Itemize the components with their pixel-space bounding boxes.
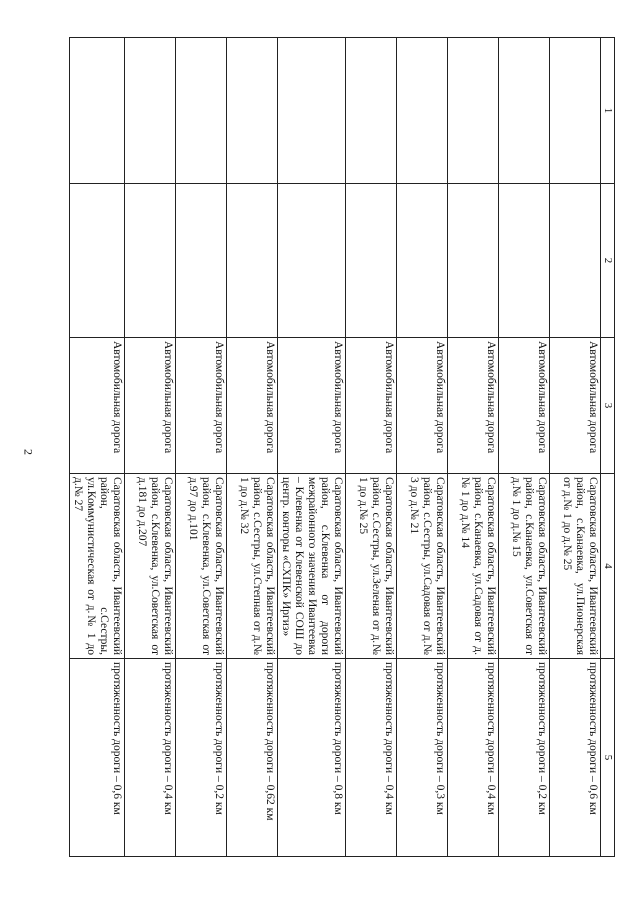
table-cell-c4: Саратовская область, Ивантеевский район, с.Канаевка, ул.Советская от д.№ 1 до д.№ 15 <box>499 474 550 659</box>
table-cell-c4: Саратовская область, Ивантеевский район, с.Клевенка, ул.Советская от д.181 до д.207 <box>125 474 176 659</box>
table-cell-c1 <box>448 38 499 184</box>
table-cell-c5: протяженность дороги – 0,4 км <box>448 659 499 857</box>
table-cell-c4: Саратовская область, Ивантеевский район, с.Сестры, ул.Зеленая от д.№ 1 до д.№ 25 <box>346 474 397 659</box>
table-cell-c2 <box>397 184 448 338</box>
table-cell-c5: протяженность дороги – 0,3 км <box>397 659 448 857</box>
table-cell-c2 <box>125 184 176 338</box>
table-cell-c3: Автомобильная дорога <box>70 338 125 474</box>
table-row <box>550 38 601 857</box>
table-row <box>346 38 397 857</box>
table-cell-c1 <box>550 38 601 184</box>
table-cell-c5: протяженность дороги – 0,4 км <box>346 659 397 857</box>
table-cell-c5: протяженность дороги – 0,4 км <box>125 659 176 857</box>
table-cell-c2 <box>550 184 601 338</box>
table-cell-c3: Автомобильная дорога <box>227 338 278 474</box>
table-header-cell: 5 <box>601 659 615 857</box>
road-list-table <box>69 37 615 857</box>
table-header-row <box>601 38 615 857</box>
table-cell-c2 <box>448 184 499 338</box>
table-cell-c5: протяженность дороги – 0,6 км <box>550 659 601 857</box>
table-row <box>70 38 125 857</box>
table-cell-c5: протяженность дороги – 0,62 км <box>227 659 278 857</box>
document-table-wrapper <box>72 37 615 856</box>
table-header-cell: 3 <box>601 338 615 474</box>
table-cell-c4: Саратовская область, Ивантеевский район, с.Сестры, ул.Степная от д.№ 1 до д.№ 32 <box>227 474 278 659</box>
table-cell-c3: Автомобильная дорога <box>397 338 448 474</box>
table-header-cell: 2 <box>601 184 615 338</box>
table-cell-c2 <box>227 184 278 338</box>
table-row <box>125 38 176 857</box>
table-cell-c4: Саратовская область, Ивантеевский район, с.Сестры, ул.Садовая от д.№ 3 до д.№ 21 <box>397 474 448 659</box>
table-cell-c3: Автомобильная дорога <box>346 338 397 474</box>
table-cell-c2 <box>278 184 346 338</box>
table-row <box>176 38 227 857</box>
table-cell-c3: Автомобильная дорога <box>550 338 601 474</box>
table-cell-c1 <box>397 38 448 184</box>
table-cell-c3: Автомобильная дорога <box>499 338 550 474</box>
table-cell-c5: протяженность дороги – 0,2 км <box>176 659 227 857</box>
table-row <box>448 38 499 857</box>
table-header-cell: 4 <box>601 474 615 659</box>
table-cell-c1 <box>278 38 346 184</box>
table-cell-c2 <box>346 184 397 338</box>
table-cell-c2 <box>70 184 125 338</box>
table-cell-c2 <box>499 184 550 338</box>
table-row <box>227 38 278 857</box>
page-number: 2 <box>21 449 36 455</box>
table-cell-c5: протяженность дороги – 0,6 км <box>70 659 125 857</box>
table-cell-c2 <box>176 184 227 338</box>
table-cell-c4: Саратовская область, Ивантеевский район, с.Клевенка, ул.Советская от д.97 до д.101 <box>176 474 227 659</box>
table-cell-c3: Автомобильная дорога <box>125 338 176 474</box>
table-cell-c4: Саратовская область, Ивантеевский район, с.Канаевка, ул.Пионерская от д.№ 1 до д.№ 25 <box>550 474 601 659</box>
table-cell-c1 <box>125 38 176 184</box>
table-cell-c4: Саратовская область, Ивантеевский район, с.Сестры, ул.Коммунистическая от д.№ 1 до д.№ 27 <box>70 474 125 659</box>
table-cell-c3: Автомобильная дорога <box>278 338 346 474</box>
table-cell-c4: Саратовская область, Ивантеевский район, с.Канаевка, ул.Садовая от д.№ 1 до д.№ 14 <box>448 474 499 659</box>
table-cell-c1 <box>499 38 550 184</box>
table-cell-c5: протяженность дороги – 0,8 км <box>278 659 346 857</box>
table-cell-c1 <box>176 38 227 184</box>
table-row <box>278 38 346 857</box>
table-cell-c5: протяженность дороги – 0,2 км <box>499 659 550 857</box>
table-cell-c1 <box>70 38 125 184</box>
table-row <box>499 38 550 857</box>
table-cell-c4: Саратовская область, Ивантеевский район, с.Клевенка от дороги межрайонного значения Ивантеевка – Клевенка от Клевенской СОШ до центр. конторы «СХПК» Иргиз» <box>278 474 346 659</box>
table-cell-c1 <box>346 38 397 184</box>
table-cell-c3: Автомобильная дорога <box>448 338 499 474</box>
table-cell-c1 <box>227 38 278 184</box>
table-header-cell: 1 <box>601 38 615 184</box>
table-cell-c3: Автомобильная дорога <box>176 338 227 474</box>
table-row <box>397 38 448 857</box>
